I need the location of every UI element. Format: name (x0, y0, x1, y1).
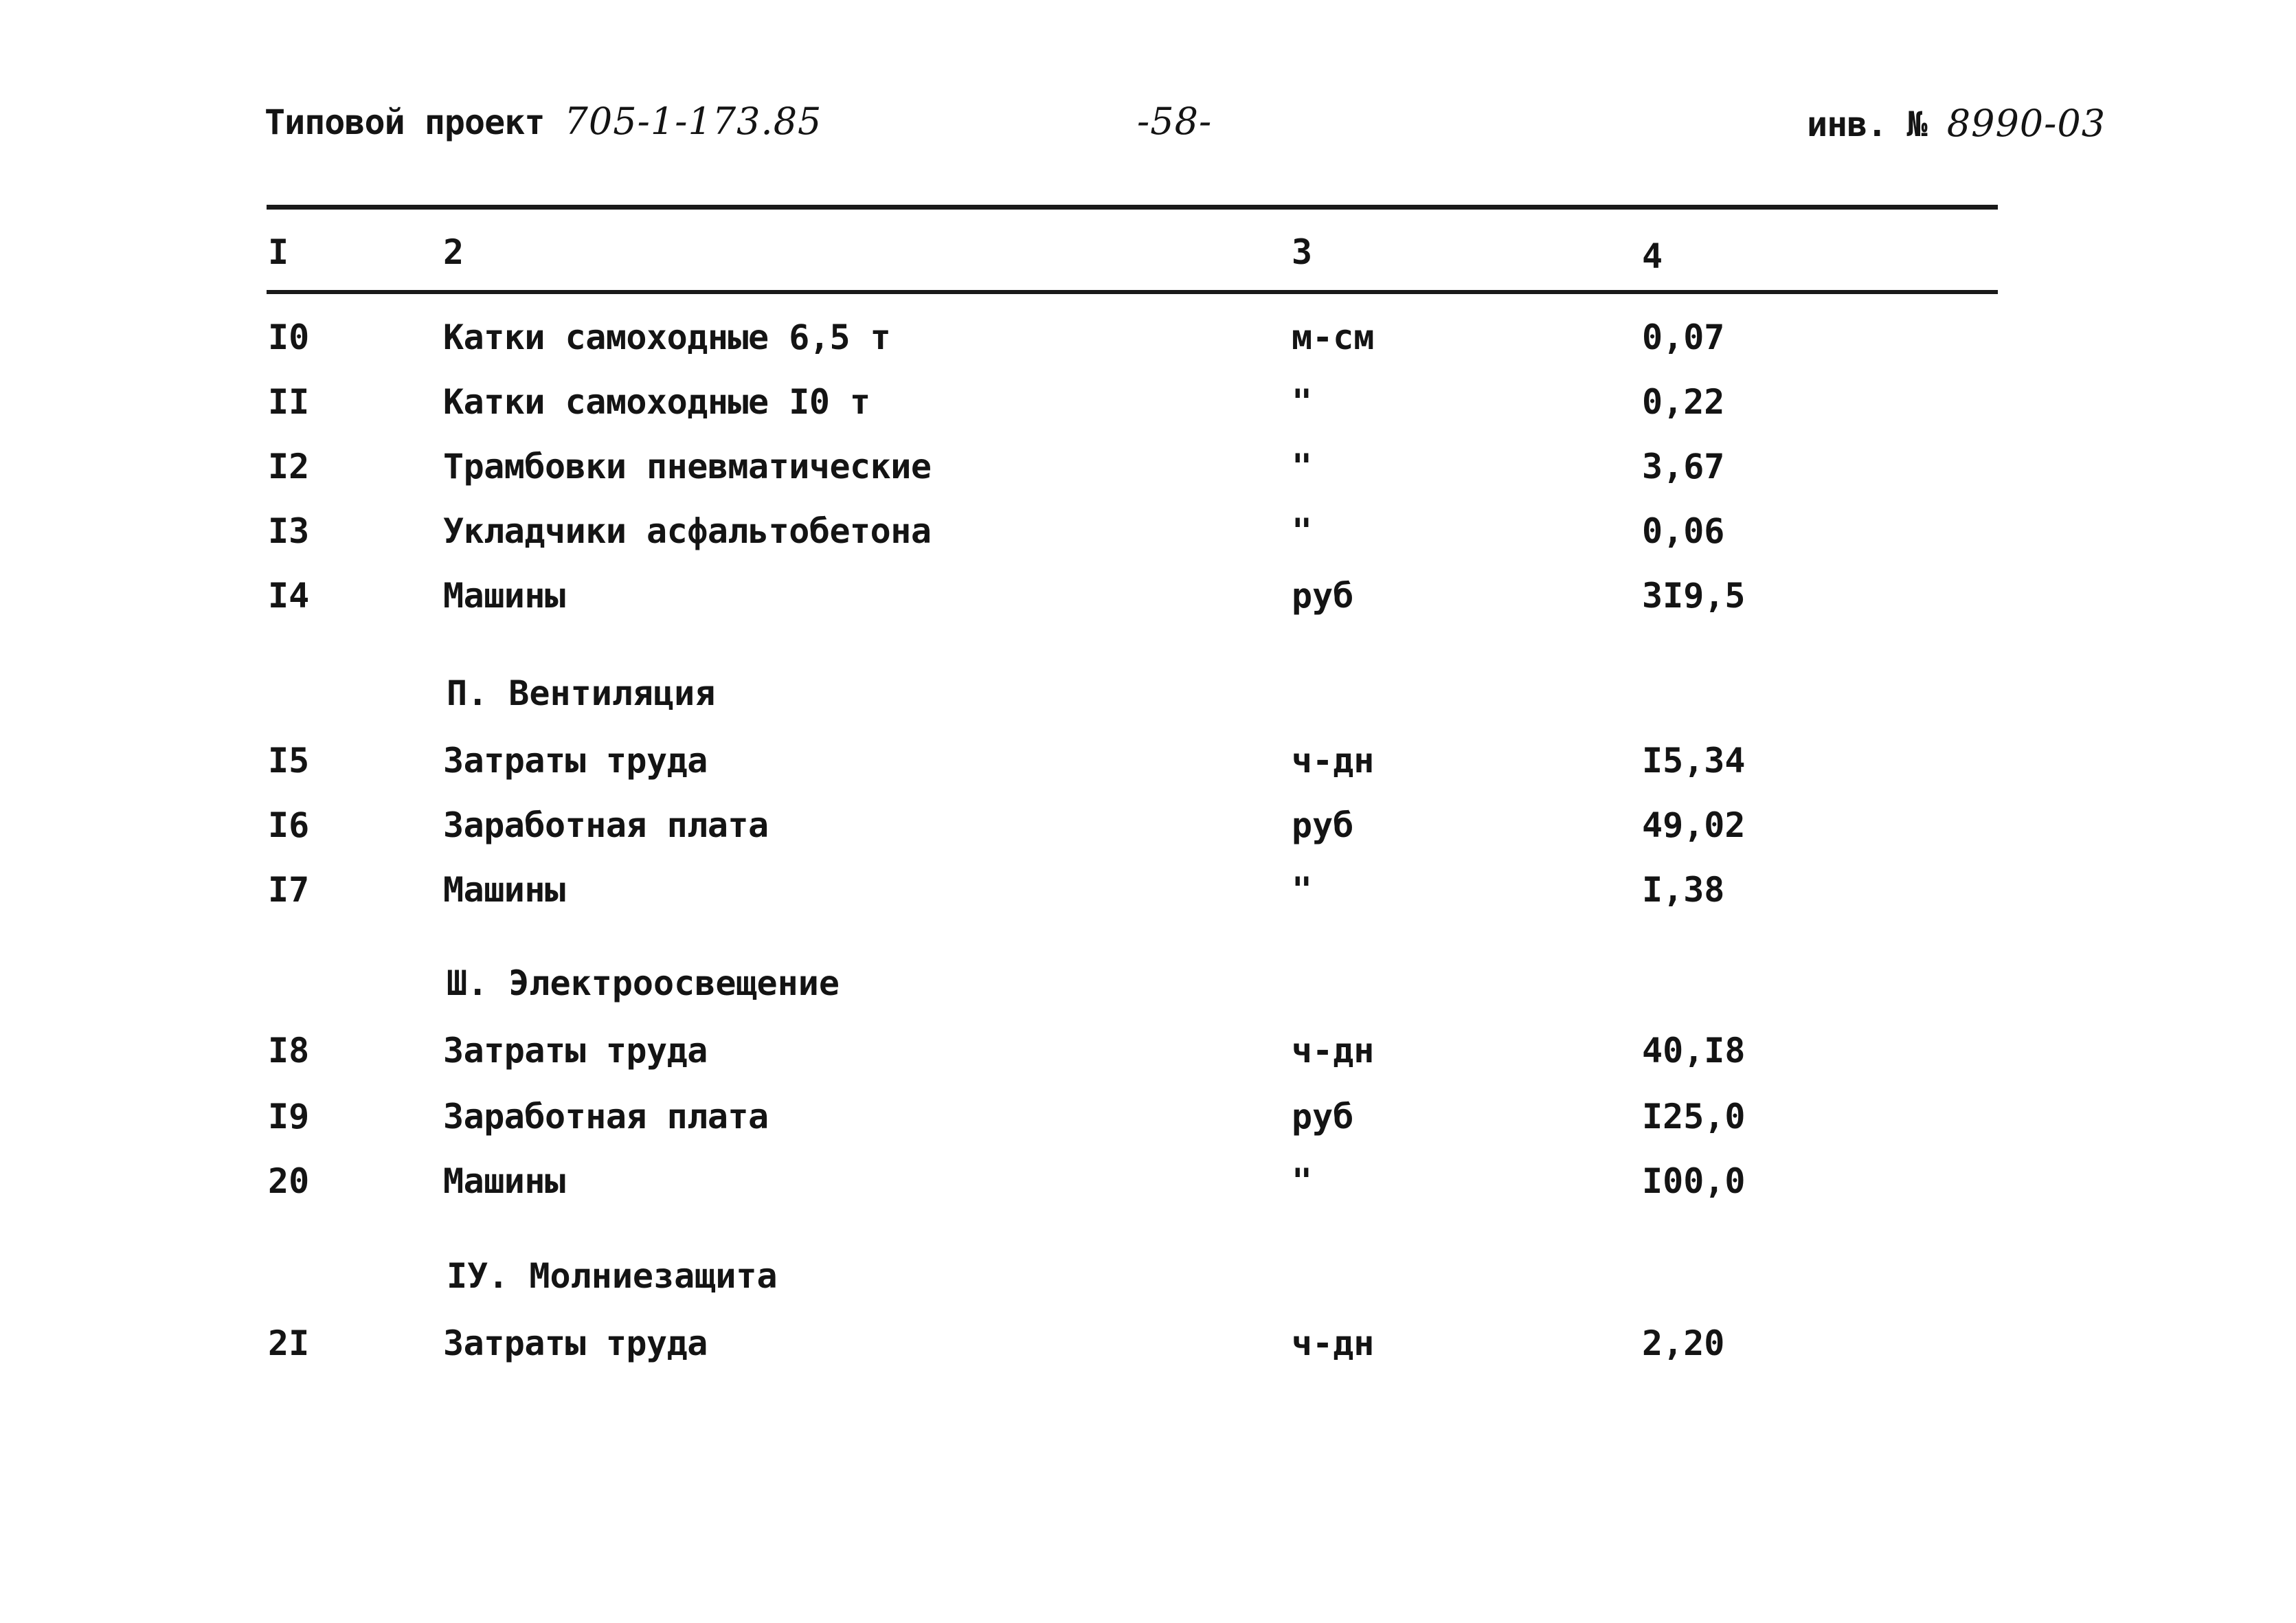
section-title-lighting: Ш. Электроосвещение (447, 963, 840, 1003)
row-unit: руб (1292, 805, 1354, 845)
table-row (0, 511, 2296, 561)
row-name: Катки самоходные 6,5 т (443, 317, 891, 357)
row-number: I3 (268, 511, 310, 551)
table-row (0, 1097, 2296, 1146)
row-number: I7 (268, 870, 310, 910)
column-header-4: 4 (1642, 236, 1663, 276)
row-name: Заработная плата (443, 805, 769, 845)
row-value: I25,0 (1642, 1097, 1746, 1137)
row-unit: м-см (1292, 317, 1375, 357)
table-row (0, 1031, 2296, 1080)
table-header-rule (267, 290, 1998, 294)
row-unit: " (1292, 870, 1313, 910)
row-name: Затраты труда (443, 741, 708, 781)
row-name: Затраты труда (443, 1323, 708, 1363)
row-number: II (268, 382, 310, 422)
row-unit: руб (1292, 1097, 1354, 1137)
inv-label: инв. № (1807, 104, 1927, 144)
row-name: Трамбовки пневматические (443, 447, 932, 486)
row-unit: ч-дн (1292, 1031, 1375, 1071)
row-name: Машины (443, 870, 565, 910)
table-row (0, 1161, 2296, 1211)
row-name: Машины (443, 1161, 565, 1201)
project-number: 705-1-173.85 (564, 100, 822, 143)
row-name: Катки самоходные I0 т (443, 382, 870, 422)
row-number: I2 (268, 447, 310, 486)
page-number-text: -58- (1137, 100, 1213, 143)
table-row (0, 382, 2296, 432)
row-number: I5 (268, 741, 310, 781)
row-number: I0 (268, 317, 310, 357)
row-value: 0,06 (1642, 511, 1725, 551)
project-label: Типовой проект (265, 102, 545, 142)
row-number: I8 (268, 1031, 310, 1071)
section-title-lightning-protection: IУ. Молниезащита (447, 1256, 778, 1296)
row-number: I6 (268, 805, 310, 845)
row-value: I00,0 (1642, 1161, 1746, 1201)
table-row (0, 870, 2296, 919)
row-unit: " (1292, 1161, 1313, 1201)
table-row (0, 805, 2296, 855)
row-value: I,38 (1642, 870, 1725, 910)
table-row (0, 1323, 2296, 1373)
table-row (0, 576, 2296, 625)
project-header (265, 100, 822, 143)
page-number (1137, 100, 1212, 143)
row-name: Машины (443, 576, 565, 616)
inv-number: 8990-03 (1946, 102, 2106, 145)
row-value: 40,I8 (1642, 1031, 1746, 1071)
row-unit: " (1292, 511, 1313, 551)
row-value: I5,34 (1642, 741, 1746, 781)
row-unit: руб (1292, 576, 1354, 616)
row-number: I9 (268, 1097, 310, 1137)
row-value: 3I9,5 (1642, 576, 1746, 616)
row-value: 3,67 (1642, 447, 1725, 486)
table-header-row (0, 232, 2296, 282)
row-value: 0,07 (1642, 317, 1725, 357)
row-number: 2I (268, 1323, 310, 1363)
section-title-ventilation: П. Вентиляция (447, 673, 716, 713)
row-number: 20 (268, 1161, 310, 1201)
row-unit: ч-дн (1292, 1323, 1375, 1363)
row-unit: ч-дн (1292, 741, 1375, 781)
row-number: I4 (268, 576, 310, 616)
row-value: 49,02 (1642, 805, 1746, 845)
table-row (0, 447, 2296, 496)
table-row (0, 741, 2296, 790)
row-value: 0,22 (1642, 382, 1725, 422)
table-top-rule (267, 205, 1998, 210)
column-header-2: 2 (443, 232, 464, 272)
row-unit: " (1292, 447, 1313, 486)
row-unit: " (1292, 382, 1313, 422)
inventory-header (1807, 102, 2106, 145)
row-value: 2,20 (1642, 1323, 1725, 1363)
row-name: Заработная плата (443, 1097, 769, 1137)
row-name: Укладчики асфальтобетона (443, 511, 932, 551)
column-header-3: 3 (1292, 232, 1313, 272)
row-name: Затраты труда (443, 1031, 708, 1071)
table-row (0, 317, 2296, 367)
column-header-1: I (268, 232, 289, 272)
